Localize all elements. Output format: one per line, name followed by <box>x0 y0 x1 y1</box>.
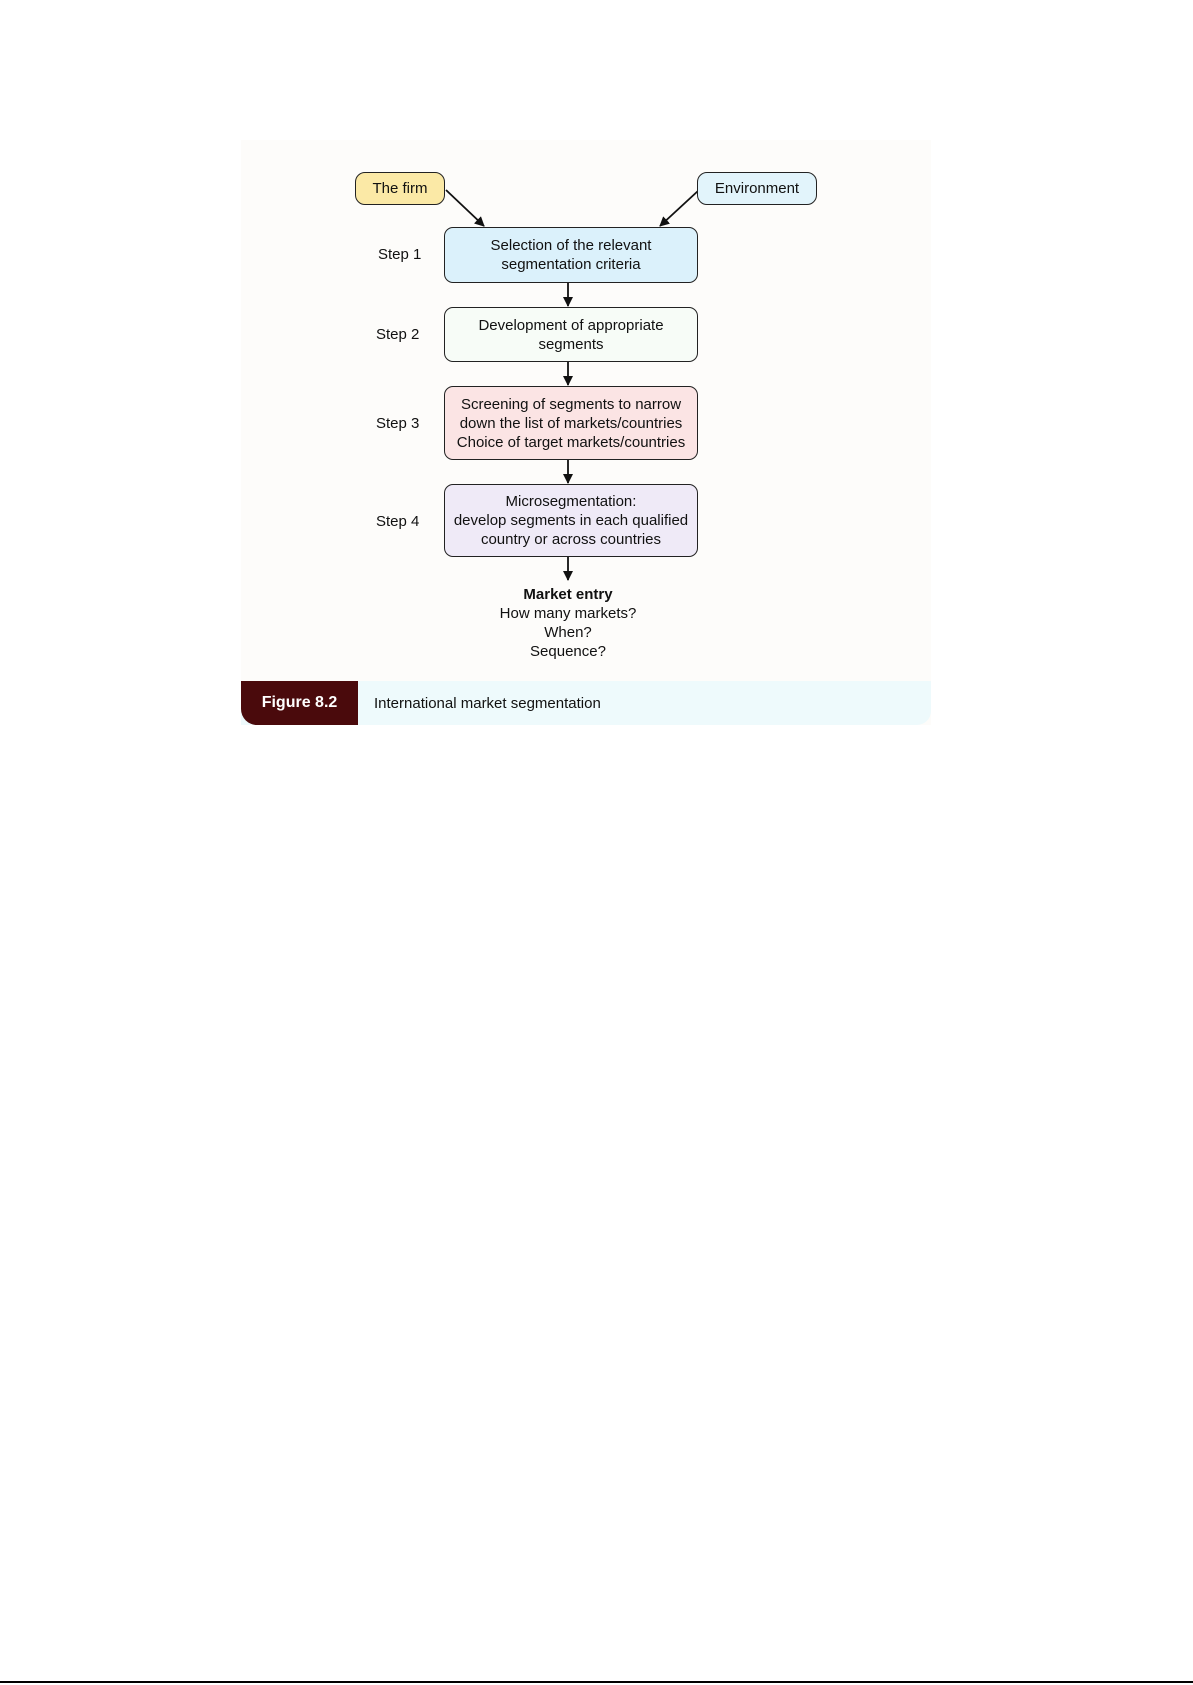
step-1-box <box>444 227 698 283</box>
step-2-box <box>444 307 698 362</box>
step-4-label: Step 4 <box>376 513 420 530</box>
firm-box <box>355 172 445 205</box>
page-bottom-rule <box>0 1681 1193 1683</box>
step-4-line: Microsegmentation: <box>505 493 637 510</box>
market-entry-question: How many markets? <box>499 605 637 622</box>
market-entry-title: Market entry <box>523 586 613 603</box>
figure-caption: International market segmentation <box>374 694 601 712</box>
step-4-line: country or across countries <box>480 531 662 548</box>
figure-caption-bar <box>241 681 931 725</box>
step-3-line: Choice of target markets/countries <box>456 433 686 451</box>
market-entry-block <box>468 585 668 661</box>
market-entry-question: When? <box>544 624 592 641</box>
market-entry-question: Sequence? <box>530 643 606 660</box>
step-1-line: Selection of the relevant <box>490 237 652 254</box>
step-3-label: Step 3 <box>376 415 420 432</box>
environment-label: Environment <box>714 180 800 197</box>
firm-label: The firm <box>372 180 428 197</box>
step-4-line: develop segments in each qualified <box>453 512 689 529</box>
step-3-box <box>444 386 698 460</box>
figure-number: Figure 8.2 <box>241 681 358 725</box>
step-2-label: Step 2 <box>376 326 420 343</box>
step-2-line: segments <box>538 335 604 353</box>
step-3-line: down the list of markets/countries <box>459 414 683 432</box>
step-4-box <box>444 484 698 557</box>
step-1-line: segmentation criteria <box>501 256 641 273</box>
step-3-line: Screening of segments to narrow <box>460 395 682 413</box>
step-1-label: Step 1 <box>378 246 422 263</box>
environment-box <box>697 172 817 205</box>
step-2-line: Development of appropriate <box>478 316 664 334</box>
